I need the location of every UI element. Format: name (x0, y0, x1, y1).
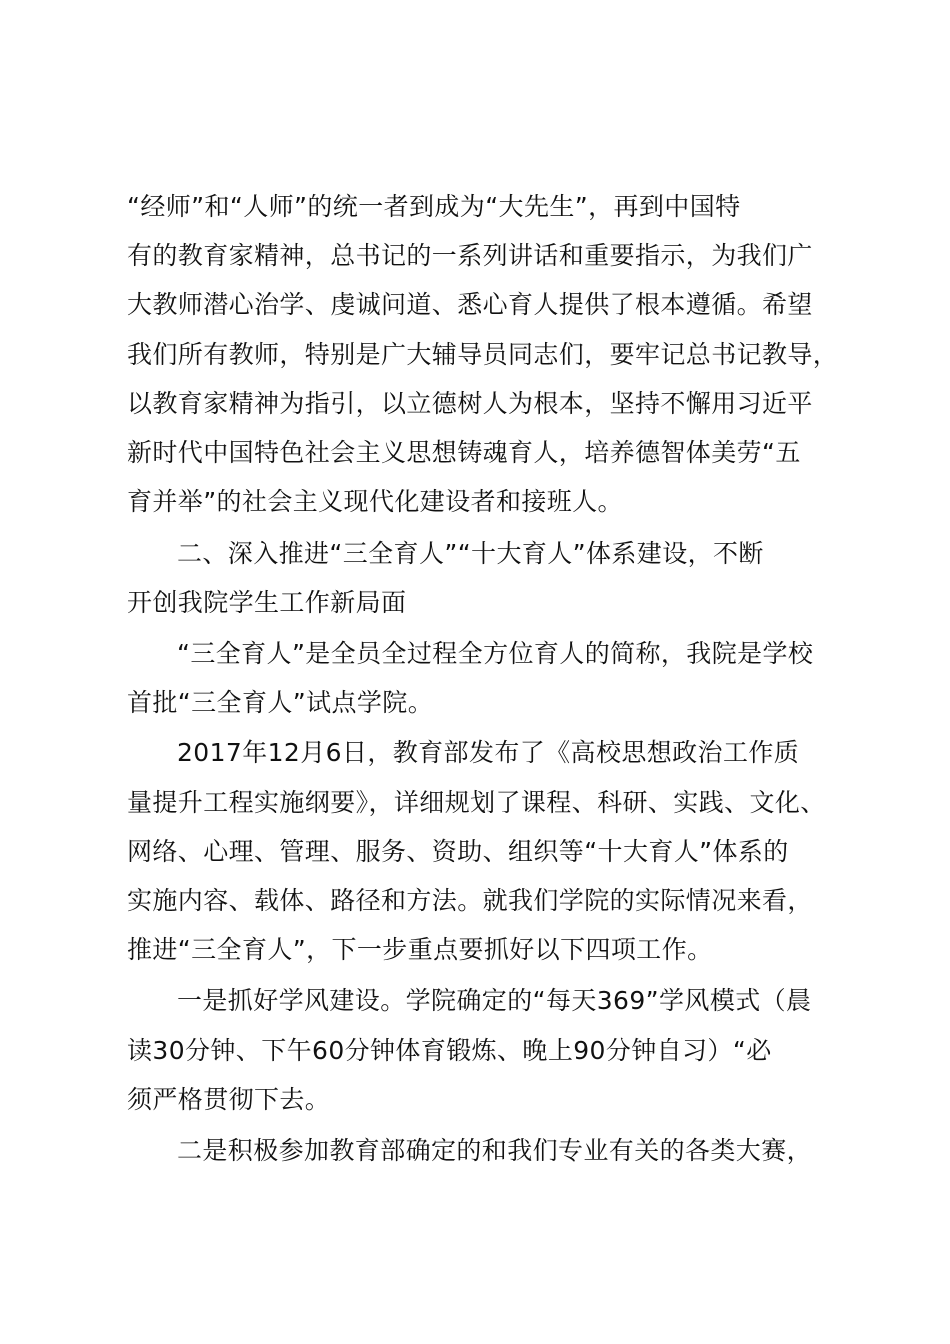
paragraph-line: 以教育家精神为指引，以立德树人为根本，坚持不懈用习近平 (127, 389, 813, 418)
paragraph-line: 推进“三全育人”，下一步重点要抓好以下四项工作。 (127, 935, 713, 964)
paragraph-line: 大教师潜心治学、虔诚问道、悉心育人提供了根本遵循。希望 (127, 290, 813, 319)
paragraph-line: 须严格贯彻下去。 (127, 1085, 331, 1114)
paragraph-line: 二是积极参加教育部确定的和我们专业有关的各类大赛， (177, 1136, 813, 1165)
paragraph-line: 量提升工程实施纲要》，详细规划了课程、科研、实践、文化、 (127, 788, 826, 817)
paragraph-line: 读30分钟、下午60分钟体育锻炼、晚上90分钟自习）“必 (127, 1036, 772, 1065)
paragraph-line: 我们所有教师，特别是广大辅导员同志们，要牢记总书记教导， (127, 340, 839, 369)
paragraph-line: 新时代中国特色社会主义思想铸魂育人，培养德智体美劳“五 (127, 438, 801, 467)
paragraph-line: “经师”和“人师”的统一者到成为“大先生”，再到中国特 (127, 192, 741, 221)
section-heading-line: 开创我院学生工作新局面 (127, 588, 407, 617)
paragraph-line: 育并举”的社会主义现代化建设者和接班人。 (127, 487, 623, 516)
paragraph-line: 一是抓好学风建设。学院确定的“每天369”学风模式（晨 (177, 986, 812, 1015)
paragraph-line: “三全育人”是全员全过程全方位育人的简称，我院是学校 (177, 639, 814, 668)
paragraph-line: 实施内容、载体、路径和方法。就我们学院的实际情况来看， (127, 886, 813, 915)
section-heading-line: 二、深入推进“三全育人”“十大育人”体系建设，不断 (177, 539, 764, 568)
paragraph-line: 首批“三全育人”试点学院。 (127, 688, 434, 717)
paragraph-line: 网络、心理、管理、服务、资助、组织等“十大育人”体系的 (127, 837, 789, 866)
paragraph-line: 2017年12月6日，教育部发布了《高校思想政治工作质 (177, 738, 800, 767)
paragraph-line: 有的教育家精神，总书记的一系列讲话和重要指示，为我们广 (127, 241, 813, 270)
